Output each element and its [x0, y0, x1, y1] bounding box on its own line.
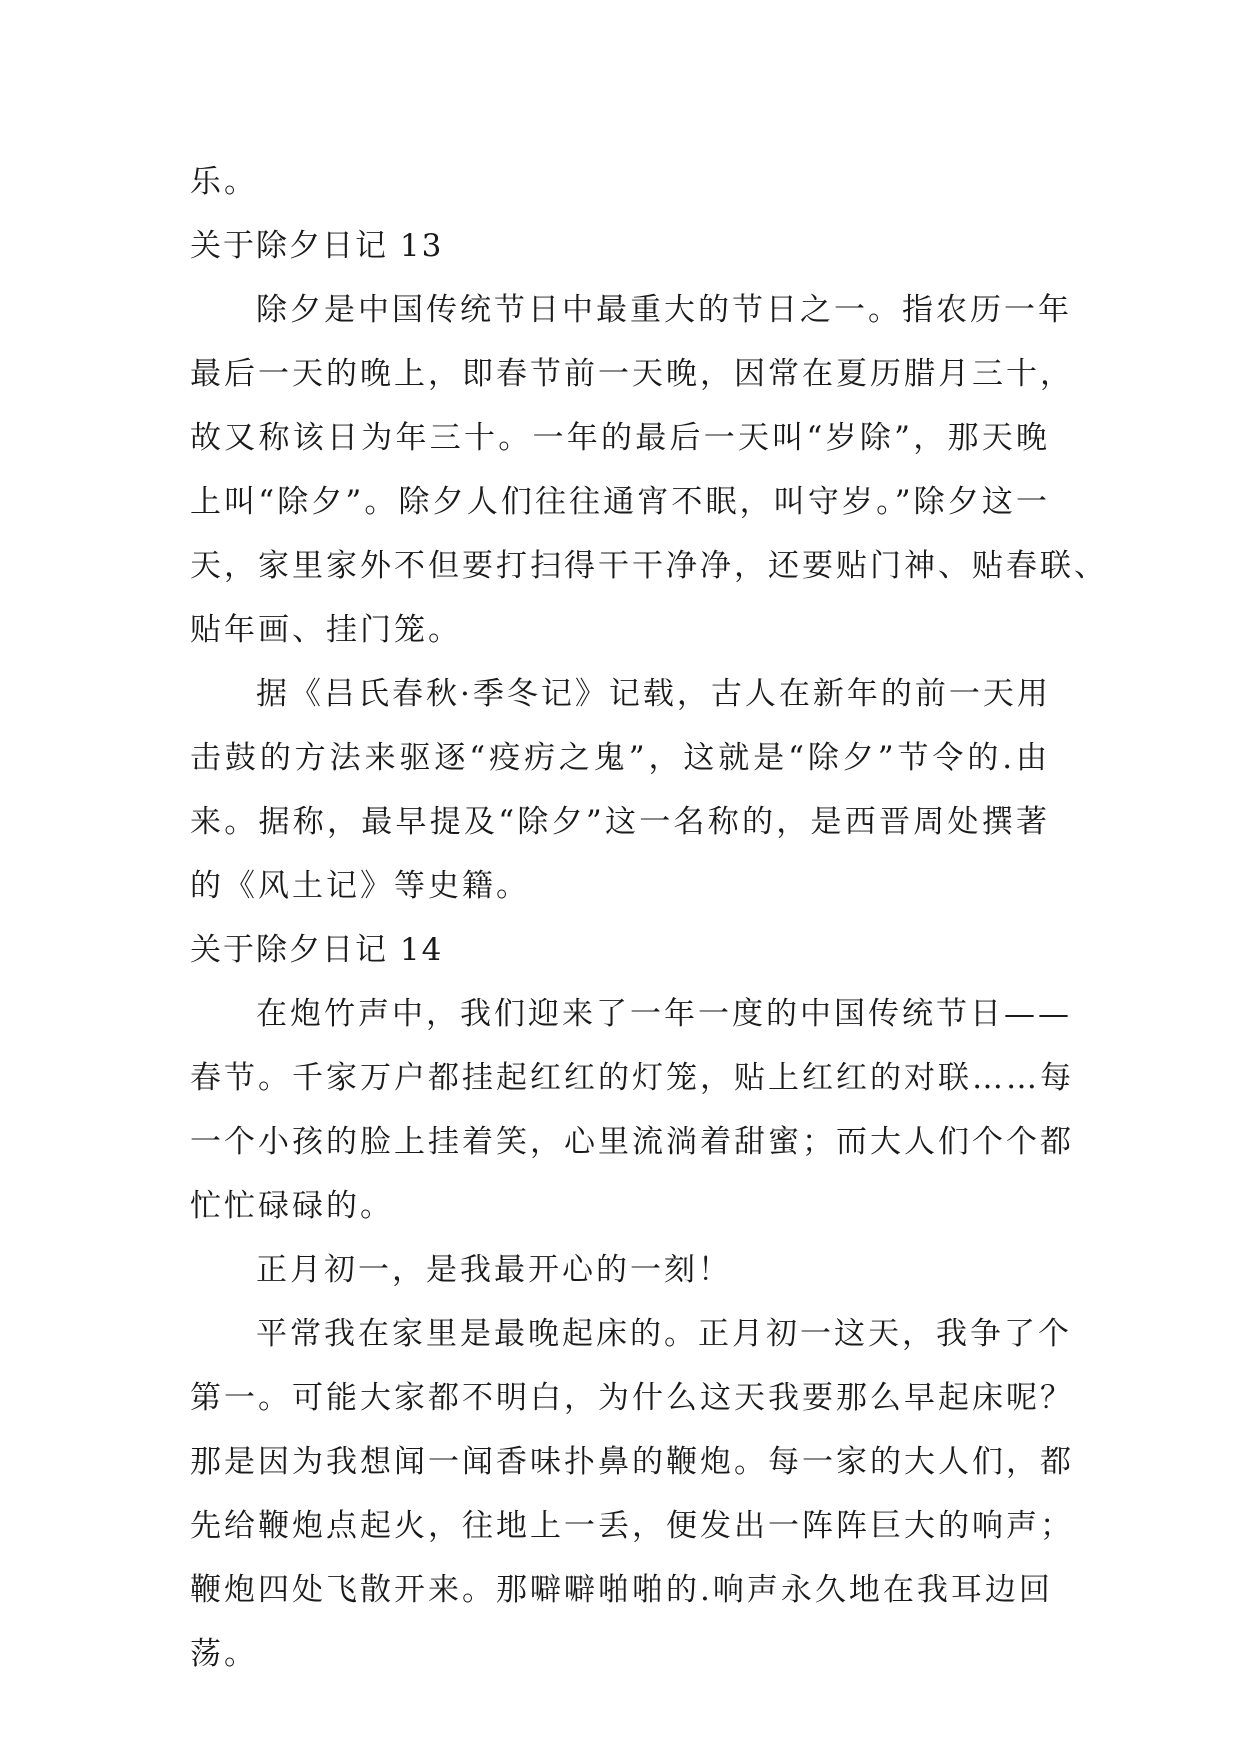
text-line: 最后一天的晚上，即春节前一天晚，因常在夏历腊月三十， — [190, 356, 1074, 392]
text-line: 乐。 — [190, 164, 258, 200]
section-heading: 关于除夕日记 13 — [190, 228, 444, 264]
text-line: 故又称该日为年三十。一年的最后一天叫“岁除”，那天晚 — [190, 420, 1050, 456]
section-heading: 关于除夕日记 14 — [190, 932, 444, 968]
text-line: 平常我在家里是最晚起床的。正月初一这天，我争了个 — [256, 1316, 1072, 1352]
text-line: 春节。千家万户都挂起红红的灯笼，贴上红红的对联……每 — [190, 1060, 1074, 1096]
text-line: 在炮竹声中，我们迎来了一年一度的中国传统节日—— — [256, 996, 1072, 1032]
text-line: 先给鞭炮点起火，往地上一丢，便发出一阵阵巨大的响声； — [190, 1508, 1074, 1544]
text-line: 忙忙碌碌的。 — [190, 1188, 394, 1224]
text-line: 击鼓的方法来驱逐“疫疠之鬼”，这就是“除夕”节令的.由 — [190, 740, 1050, 776]
text-line: 第一。可能大家都不明白，为什么这天我要那么早起床呢？ — [190, 1380, 1074, 1416]
text-line: 荡。 — [190, 1636, 258, 1672]
text-line: 那是因为我想闻一闻香味扑鼻的鞭炮。每一家的大人们，都 — [190, 1444, 1074, 1480]
text-line: 除夕是中国传统节日中最重大的节日之一。指农历一年 — [256, 292, 1072, 328]
text-line: 贴年画、挂门笼。 — [190, 612, 462, 648]
text-line: 天，家里家外不但要打扫得干干净净，还要贴门神、贴春联、 — [190, 548, 1108, 584]
document-page — [190, 150, 1108, 1686]
text-line: 正月初一，是我最开心的一刻！ — [256, 1252, 732, 1288]
text-line: 鞭炮四处飞散开来。那噼噼啪啪的.响声永久地在我耳边回 — [190, 1572, 1053, 1608]
text-line: 的《风土记》等史籍。 — [190, 868, 530, 904]
text-line: 一个小孩的脸上挂着笑，心里流淌着甜蜜；而大人们个个都 — [190, 1124, 1074, 1160]
text-line: 上叫“除夕”。除夕人们往往通宵不眠，叫守岁。”除夕这一 — [190, 484, 1050, 520]
text-line: 据《吕氏春秋·季冬记》记载，古人在新年的前一天用 — [256, 676, 1051, 712]
text-line: 来。据称，最早提及“除夕”这一名称的，是西晋周处撰著 — [190, 804, 1050, 840]
